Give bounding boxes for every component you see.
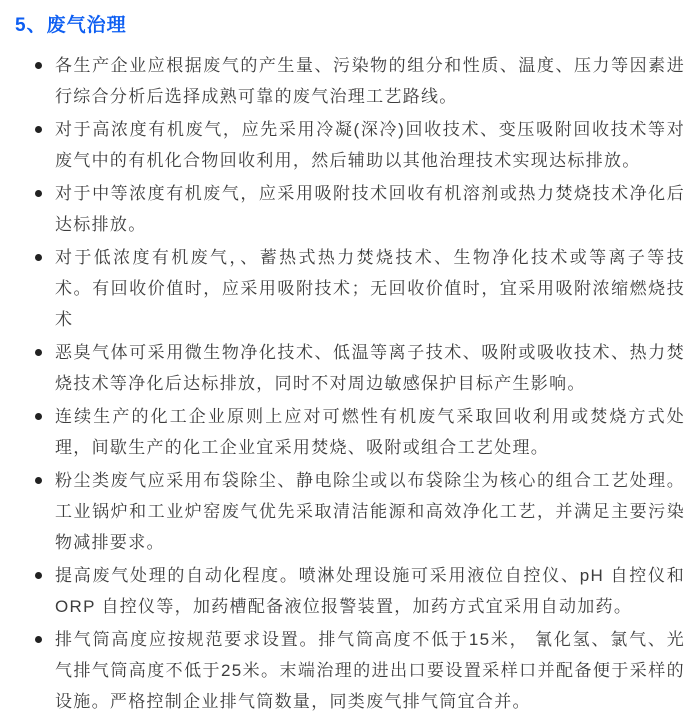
bullet-icon bbox=[35, 62, 42, 69]
list-item-text: 粉尘类废气应采用布袋除尘、静电除尘或以布袋除尘为核心的组合工艺处理。工业锅炉和工业炉窑废气优先采取清洁能源和高效净化工艺，并满足主要污染物减排要求。 bbox=[55, 471, 685, 552]
list-item bbox=[35, 465, 685, 558]
list-item bbox=[35, 50, 685, 112]
section-title: 5、废气治理 bbox=[15, 15, 127, 36]
list-item-text: 各生产企业应根据废气的产生量、污染物的组分和性质、温度、压力等因素进行综合分析后选择成熟可靠的废气治理工艺路线。 bbox=[55, 56, 685, 106]
bullet-icon bbox=[35, 126, 42, 133]
bullet-icon bbox=[35, 413, 42, 420]
bullet-icon bbox=[35, 636, 42, 643]
bullet-icon bbox=[35, 477, 42, 484]
bullet-icon bbox=[35, 572, 42, 579]
list-item-text: 排气筒高度应按规范要求设置。排气筒高度不低于15米， 氰化氢、氯气、光气排气筒高度不低于25米。末端治理的进出口要设置采样口并配备便于采样的设施。严格控制企业排气筒数量，同类废气排气筒宜合并。 bbox=[55, 630, 685, 711]
bullet-icon bbox=[35, 254, 42, 261]
list-item bbox=[35, 242, 685, 335]
bullet-icon bbox=[35, 349, 42, 356]
list-item bbox=[35, 178, 685, 240]
list-item bbox=[35, 560, 685, 622]
list-item bbox=[35, 114, 685, 176]
list-item bbox=[35, 401, 685, 463]
list-item-text: 恶臭气体可采用微生物净化技术、低温等离子技术、吸附或吸收技术、热力焚烧技术等净化后达标排放，同时不对周边敏感保护目标产生影响。 bbox=[55, 343, 685, 393]
bullet-list bbox=[15, 50, 685, 717]
list-item-text: 对于低浓度有机废气，、蓄热式热力焚烧技术、生物净化技术或等离子等技术。有回收价值时，应采用吸附技术；无回收价值时，宜采用吸附浓缩燃烧技术 bbox=[55, 248, 685, 329]
list-item-text: 对于中等浓度有机废气，应采用吸附技术回收有机溶剂或热力焚烧技术净化后达标排放。 bbox=[55, 184, 685, 234]
list-item-text: 连续生产的化工企业原则上应对可燃性有机废气采取回收利用或焚烧方式处理，间歇生产的化工企业宜采用焚烧、吸附或组合工艺处理。 bbox=[55, 407, 685, 457]
bullet-icon bbox=[35, 190, 42, 197]
list-item bbox=[35, 337, 685, 399]
list-item-text: 对于高浓度有机废气，应先采用冷凝(深冷)回收技术、变压吸附回收技术等对废气中的有机化合物回收利用，然后辅助以其他治理技术实现达标排放。 bbox=[55, 120, 685, 170]
list-item-text: 提高废气处理的自动化程度。喷淋处理设施可采用液位自控仪、pH 自控仪和 ORP 自控仪等，加药槽配备液位报警装置，加药方式宜采用自动加药。 bbox=[55, 566, 685, 616]
list-item bbox=[35, 624, 685, 717]
